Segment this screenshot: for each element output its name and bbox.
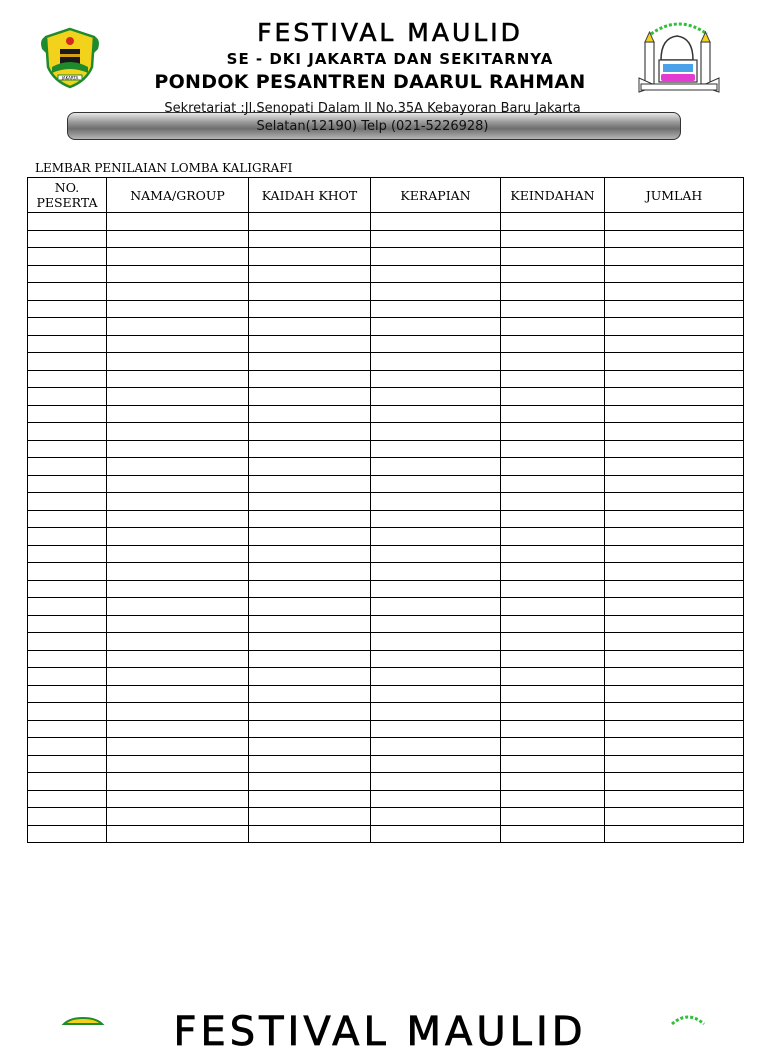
table-row [28,703,744,721]
table-row [28,248,744,266]
table-row [28,825,744,843]
table-cell[interactable] [107,475,249,493]
table-cell[interactable] [28,790,107,808]
table-cell[interactable] [371,790,501,808]
table-cell[interactable] [28,475,107,493]
table-cell[interactable] [605,510,744,528]
table-cell[interactable] [371,528,501,546]
table-row [28,580,744,598]
table-cell[interactable] [371,300,501,318]
col-kerapian: KERAPIAN [371,178,501,213]
table-cell[interactable] [28,405,107,423]
table-cell[interactable] [249,825,371,843]
col-no-peserta [28,178,107,213]
table-cell[interactable] [107,510,249,528]
table-cell[interactable] [249,790,371,808]
sheet-title: LEMBAR PENILAIAN LOMBA KALIGRAFI [35,161,293,175]
table-row [28,790,744,808]
table-row [28,615,744,633]
table-cell[interactable] [249,213,371,231]
table-cell[interactable] [107,353,249,371]
table-cell[interactable] [371,458,501,476]
table-cell[interactable] [371,213,501,231]
table-cell[interactable] [28,545,107,563]
table-row [28,353,744,371]
table-cell[interactable] [371,685,501,703]
table-cell[interactable] [249,353,371,371]
table-cell[interactable] [28,615,107,633]
table-cell[interactable] [605,388,744,406]
mosque-logo [637,20,721,96]
next-page-mosque-logo [668,1014,708,1024]
table-cell[interactable] [501,790,605,808]
table-cell[interactable] [371,265,501,283]
table-cell[interactable] [28,563,107,581]
table-cell[interactable] [371,370,501,388]
table-cell[interactable] [501,405,605,423]
table-cell[interactable] [249,615,371,633]
table-cell[interactable] [605,790,744,808]
table-cell[interactable] [28,423,107,441]
table-cell[interactable] [107,738,249,756]
table-cell[interactable] [501,423,605,441]
table-cell[interactable] [605,808,744,826]
table-cell[interactable] [371,423,501,441]
table-cell[interactable] [249,633,371,651]
table-cell[interactable] [249,475,371,493]
table-row [28,458,744,476]
table-cell[interactable] [249,300,371,318]
next-page-title: FESTIVAL MAULID [173,1009,587,1055]
table-cell[interactable] [28,493,107,511]
table-cell[interactable] [107,703,249,721]
table-cell[interactable] [107,773,249,791]
table-cell[interactable] [371,475,501,493]
table-cell[interactable] [249,248,371,266]
table-cell[interactable] [605,633,744,651]
table-cell[interactable] [107,808,249,826]
table-cell[interactable] [501,703,605,721]
table-cell[interactable] [249,318,371,336]
table-cell[interactable] [605,353,744,371]
table-cell[interactable] [605,475,744,493]
table-row [28,685,744,703]
table-row [28,650,744,668]
table-row [28,755,744,773]
table-cell[interactable] [371,563,501,581]
table-cell[interactable] [605,650,744,668]
table-cell[interactable] [371,335,501,353]
table-cell[interactable] [371,703,501,721]
table-cell[interactable] [501,283,605,301]
table-cell[interactable] [107,720,249,738]
table-cell[interactable] [605,213,744,231]
table-cell[interactable] [107,755,249,773]
table-cell[interactable] [249,405,371,423]
table-cell[interactable] [107,528,249,546]
table-row [28,773,744,791]
table-cell[interactable] [501,528,605,546]
table-cell[interactable] [107,668,249,686]
table-cell[interactable] [28,335,107,353]
emblem-label: JAKARTA [61,75,79,81]
table-row [28,720,744,738]
table-cell[interactable] [249,650,371,668]
table-cell[interactable] [605,370,744,388]
table-cell[interactable] [28,370,107,388]
table-cell[interactable] [371,405,501,423]
table-cell[interactable] [501,773,605,791]
table-cell[interactable] [605,545,744,563]
table-cell[interactable] [107,598,249,616]
table-row [28,405,744,423]
table-cell[interactable] [107,388,249,406]
table-cell[interactable] [249,668,371,686]
table-cell[interactable] [605,423,744,441]
table-cell[interactable] [249,510,371,528]
next-page-emblem-logo [58,1016,108,1024]
table-cell[interactable] [249,335,371,353]
table-row [28,300,744,318]
table-cell[interactable] [501,825,605,843]
table-cell[interactable] [605,230,744,248]
table-cell[interactable] [249,755,371,773]
col-no-line1: NO. [54,180,80,195]
table-cell[interactable] [28,265,107,283]
table-cell[interactable] [501,388,605,406]
col-jumlah: JUMLAH [605,178,744,213]
table-cell[interactable] [249,720,371,738]
table-cell[interactable] [249,545,371,563]
festival-title: FESTIVAL MAULID [257,18,523,47]
table-row [28,808,744,826]
table-cell[interactable] [501,230,605,248]
table-cell[interactable] [249,598,371,616]
table-cell[interactable] [249,703,371,721]
table-cell[interactable] [249,563,371,581]
table-cell[interactable] [107,790,249,808]
table-row [28,528,744,546]
table-cell[interactable] [28,825,107,843]
table-cell[interactable] [501,265,605,283]
table-cell[interactable] [371,388,501,406]
table-cell[interactable] [107,213,249,231]
table-row [28,493,744,511]
table-cell[interactable] [249,808,371,826]
table-cell[interactable] [107,405,249,423]
table-row [28,475,744,493]
table-cell[interactable] [28,388,107,406]
organization-name: PONDOK PESANTREN DAARUL RAHMAN [154,71,586,93]
table-cell[interactable] [605,405,744,423]
table-cell[interactable] [107,370,249,388]
table-cell[interactable] [249,685,371,703]
table-cell[interactable] [107,825,249,843]
table-cell[interactable] [107,650,249,668]
table-cell[interactable] [605,563,744,581]
table-row [28,335,744,353]
table-cell[interactable] [107,563,249,581]
table-cell[interactable] [501,668,605,686]
table-cell[interactable] [605,440,744,458]
table-cell[interactable] [605,685,744,703]
table-cell[interactable] [28,510,107,528]
table-cell[interactable] [249,773,371,791]
table-cell[interactable] [371,633,501,651]
table-cell[interactable] [28,300,107,318]
table-row [28,423,744,441]
table-cell[interactable] [28,650,107,668]
table-cell[interactable] [249,580,371,598]
table-cell[interactable] [107,318,249,336]
table-cell[interactable] [28,685,107,703]
table-cell[interactable] [249,370,371,388]
table-cell[interactable] [371,755,501,773]
table-cell[interactable] [107,283,249,301]
table-cell[interactable] [501,633,605,651]
table-cell[interactable] [371,808,501,826]
address-line-1: Sekretariat :Jl.Senopati Dalam II No.35A Kebayoran Baru Jakarta [164,101,581,116]
table-cell[interactable] [107,458,249,476]
table-row [28,563,744,581]
table-row [28,598,744,616]
scoring-table [27,177,744,843]
table-cell[interactable] [249,388,371,406]
table-cell[interactable] [28,773,107,791]
table-row [28,545,744,563]
table-row [28,283,744,301]
table-cell[interactable] [371,230,501,248]
table-cell[interactable] [249,493,371,511]
table-row [28,318,744,336]
table-cell[interactable] [28,248,107,266]
table-row [28,388,744,406]
col-kaidah-khot: KAIDAH KHOT [249,178,371,213]
table-cell[interactable] [605,248,744,266]
table-cell[interactable] [249,738,371,756]
table-cell[interactable] [371,825,501,843]
table-cell[interactable] [371,738,501,756]
table-cell[interactable] [501,598,605,616]
table-row [28,440,744,458]
table-cell[interactable] [107,545,249,563]
col-keindahan: KEINDAHAN [501,178,605,213]
table-cell[interactable] [605,458,744,476]
table-row [28,265,744,283]
table-cell[interactable] [107,248,249,266]
table-cell[interactable] [501,248,605,266]
table-cell[interactable] [501,580,605,598]
table-cell[interactable] [605,580,744,598]
table-cell[interactable] [605,493,744,511]
table-cell[interactable] [28,353,107,371]
secretariat-address [120,100,625,136]
table-cell[interactable] [605,265,744,283]
table-cell[interactable] [501,755,605,773]
table-cell[interactable] [371,248,501,266]
table-cell[interactable] [28,598,107,616]
table-cell[interactable] [501,335,605,353]
table-cell[interactable] [28,668,107,686]
table-cell[interactable] [501,213,605,231]
table-row [28,738,744,756]
table-header-row [28,178,744,213]
table-cell[interactable] [371,545,501,563]
table-cell[interactable] [501,615,605,633]
table-cell[interactable] [107,230,249,248]
table-cell[interactable] [371,598,501,616]
table-cell[interactable] [249,458,371,476]
table-cell[interactable] [249,440,371,458]
table-cell[interactable] [28,633,107,651]
table-cell[interactable] [371,510,501,528]
table-row [28,633,744,651]
table-cell[interactable] [28,738,107,756]
table-cell[interactable] [605,598,744,616]
table-cell[interactable] [501,650,605,668]
table-cell[interactable] [605,755,744,773]
table-cell[interactable] [371,353,501,371]
table-cell[interactable] [28,440,107,458]
table-cell[interactable] [371,720,501,738]
table-cell[interactable] [249,230,371,248]
table-cell[interactable] [107,300,249,318]
table-cell[interactable] [249,265,371,283]
table-cell[interactable] [501,545,605,563]
table-row [28,230,744,248]
table-cell[interactable] [605,703,744,721]
table-cell[interactable] [371,440,501,458]
table-row [28,668,744,686]
pesantren-emblem-logo [36,27,104,89]
table-cell[interactable] [501,563,605,581]
table-cell[interactable] [501,720,605,738]
table-cell[interactable] [28,213,107,231]
table-row [28,370,744,388]
table-cell[interactable] [371,668,501,686]
table-cell[interactable] [371,493,501,511]
table-cell[interactable] [605,720,744,738]
table-cell[interactable] [371,580,501,598]
table-cell[interactable] [28,318,107,336]
table-cell[interactable] [501,475,605,493]
table-cell[interactable] [501,370,605,388]
table-cell[interactable] [605,738,744,756]
table-cell[interactable] [28,283,107,301]
table-cell[interactable] [28,808,107,826]
table-cell[interactable] [28,580,107,598]
table-cell[interactable] [501,738,605,756]
table-cell[interactable] [501,685,605,703]
table-cell[interactable] [249,528,371,546]
table-cell[interactable] [249,283,371,301]
table-row [28,510,744,528]
table-cell[interactable] [371,283,501,301]
table-cell[interactable] [107,335,249,353]
table-cell[interactable] [605,668,744,686]
table-cell[interactable] [501,493,605,511]
table-cell[interactable] [605,825,744,843]
table-cell[interactable] [107,615,249,633]
table-cell[interactable] [501,353,605,371]
table-cell[interactable] [107,685,249,703]
address-line-2: Selatan(12190) Telp (021-5226928) [256,119,489,134]
table-cell[interactable] [605,528,744,546]
table-cell[interactable] [107,633,249,651]
table-cell[interactable] [371,318,501,336]
table-cell[interactable] [28,703,107,721]
table-cell[interactable] [107,580,249,598]
table-cell[interactable] [249,423,371,441]
table-row [28,213,744,231]
table-cell[interactable] [605,773,744,791]
table-cell[interactable] [28,528,107,546]
table-cell[interactable] [501,510,605,528]
table-cell[interactable] [501,458,605,476]
table-cell[interactable] [371,650,501,668]
table-cell[interactable] [605,283,744,301]
table-cell[interactable] [605,300,744,318]
col-nama-group: NAMA/GROUP [107,178,249,213]
col-no-line2: PESERTA [36,195,98,210]
table-cell[interactable] [371,615,501,633]
table-cell[interactable] [501,440,605,458]
table-cell[interactable] [107,440,249,458]
table-cell[interactable] [28,720,107,738]
table-cell[interactable] [605,335,744,353]
table-cell[interactable] [501,318,605,336]
table-cell[interactable] [107,423,249,441]
table-cell[interactable] [28,230,107,248]
table-cell[interactable] [107,493,249,511]
table-cell[interactable] [501,808,605,826]
festival-subtitle: SE - DKI JAKARTA DAN SEKITARNYA [226,50,554,68]
table-cell[interactable] [605,615,744,633]
table-cell[interactable] [501,300,605,318]
table-cell[interactable] [28,458,107,476]
table-cell[interactable] [371,773,501,791]
table-cell[interactable] [605,318,744,336]
table-cell[interactable] [107,265,249,283]
table-cell[interactable] [28,755,107,773]
